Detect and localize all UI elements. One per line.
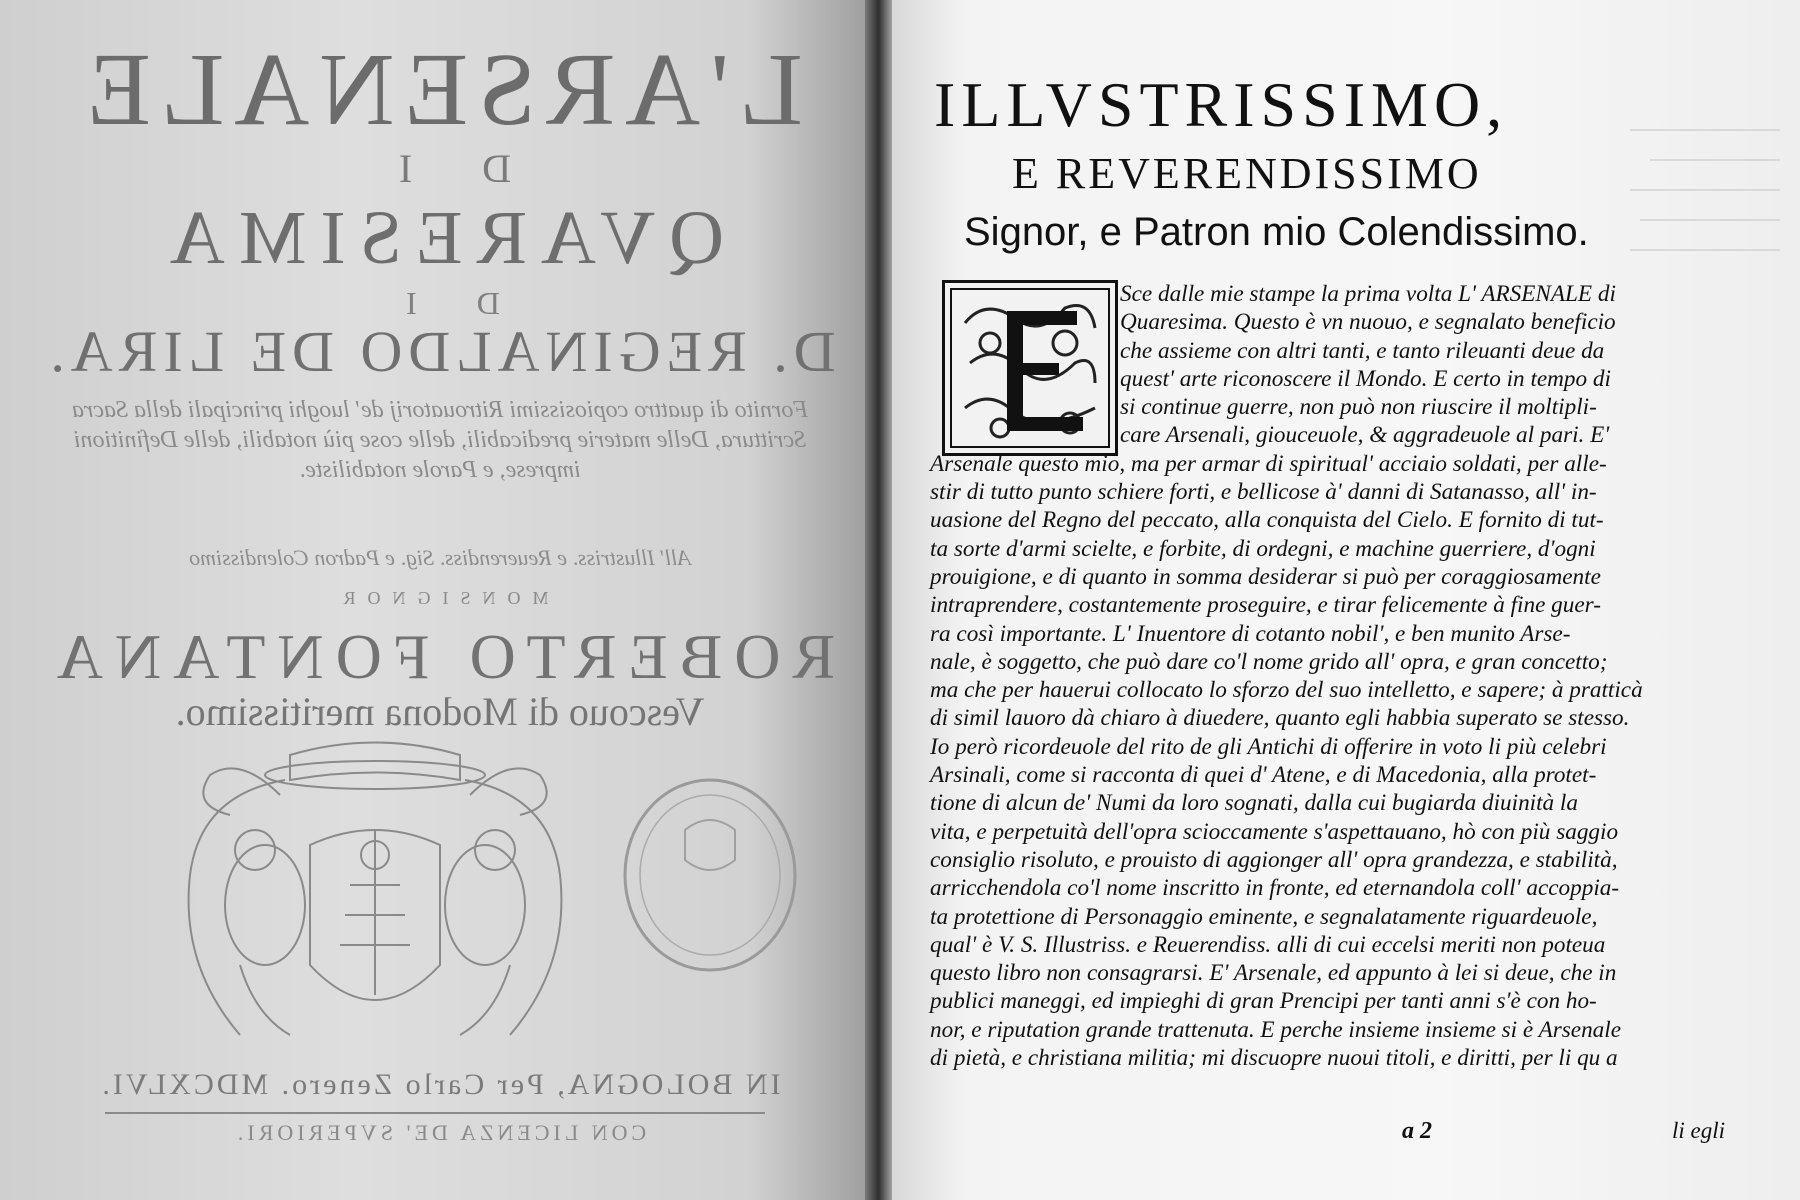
text-line: ta protettione di Personaggio eminente, e segnalatamente riguardeuole, [930, 903, 1598, 930]
title-quaresima: QVARESIMA [156, 196, 725, 280]
imprint: IN BOLOGNA, Per Carlo Zenero. MDCXLVI. [99, 1068, 781, 1101]
left-page [0, 0, 880, 1200]
heading-reverendissimo: E REVERENDISSIMO [1012, 149, 1482, 198]
text-line: prouigione, e di quanto in somma desiderar si può per coraggiosamente [930, 563, 1601, 590]
text-line: di simil lauoro dà chiaro à diuedere, quanto egli habbia superato se stesso. [930, 705, 1630, 732]
text-line: vita, e perpetuità dell'opra scioccamente s'aspettauano, hò con più saggio [930, 818, 1619, 845]
text-line: Sce dalle mie stampe la prima volta L' ARSENALE di [1120, 281, 1616, 307]
text-line: Quaresima. Questo è vn nuouo, e segnalato beneficio [1120, 309, 1616, 336]
text-line: ta sorte d'armi scielte, e forbite, di ordegni, e machine guerriere, d'ogni [930, 535, 1596, 562]
dedicatee-name: ROBERTO FONTANA [44, 621, 836, 692]
title: L'ARSENALE [77, 32, 803, 147]
dedication-text [930, 280, 1740, 1072]
catchword: li egli [1672, 1118, 1726, 1143]
text-line: tione di alcun de' Numi da loro sognati, dalla cui bugiarda diuinità la [930, 790, 1578, 817]
text-line: intraprendere, costantemente proseguire, e tirar felicemente à fine guer- [930, 592, 1601, 619]
text-line: Arsinali, come si racconta di quei d' Atene, e di Macedonia, alla protet- [930, 762, 1597, 789]
text-line: Io però ricordeuole del rito de gli Antichi di offerire in voto li più celebri [930, 733, 1607, 760]
heading-signor: Signor, e Patron mio Colendissimo. [964, 210, 1589, 254]
description: Fornito di quattro copiosissimi Ritrouatorij de' luoghi principali della Sacra Scrittura, Delle materie predicabili, delle cose più notabili, delle Definitioni imprese, e Parole notabiliste. [71, 397, 809, 483]
heading-illustrissimo: ILLVSTRISSIMO, [934, 69, 1509, 140]
text-line: stir di tutto punto schiere forti, e bellicose à' danni di Satanasso, all' in- [930, 479, 1597, 506]
title-di: D I [368, 146, 512, 191]
text-line: quest' arte riconoscere il Mondo. E certo in tempo di [1120, 365, 1611, 392]
text-line: uasione del Regno del peccato, alla conquista del Cielo. E fornito di tut- [930, 507, 1604, 534]
imprint-rule [105, 1112, 765, 1114]
text-line: di pietà, e christiana militia; mi discuopre nuoui titoli, e diritti, per li qu a [930, 1045, 1618, 1072]
text-line: nor, e riputation grande trattenuta. E perche insieme insieme si è Arsenale [930, 1016, 1622, 1043]
coat-of-arms-image [160, 735, 590, 1065]
text-line: ma che per hauerui collocato lo sforzo del suo intelletto, e sapere; à pratticà [930, 677, 1643, 704]
text-line: ra così importante. L' Inuentore di cotanto nobil', e ben munito Arse- [930, 620, 1571, 647]
text-line: nale, è soggetto, che può dare co'l nome grido all' opra, e gran concetto; [930, 648, 1608, 675]
text-line: consiglio risoluto, e prouisto di aggionger all' opra grandezza, e stabilità, [930, 846, 1618, 873]
text-line: care Arsenali, giouceuole, & aggradeuole al pari. E' [1120, 422, 1610, 449]
dedication: All' Illustriss. e Reuerendiss. Sig. e Padron Colendissimo [189, 545, 691, 570]
text-line: questo libro non consagrarsi. E' Arsenale, ed appunto à lei si deue, che in [930, 960, 1617, 987]
title-di-2: D I [380, 285, 500, 321]
text-line: qual' è V. S. Illustriss. e Reuerendiss. alli di cui eccelsi meriti non poteua [930, 931, 1606, 958]
right-page [892, 0, 1800, 1200]
mirrored-title-page [0, 0, 880, 1200]
text-line: si continue guerre, non può non riuscire il moltipli- [1120, 394, 1597, 421]
text-line: che assieme con altri tanti, e tanto rileuanti deue da [1120, 337, 1605, 364]
library-stamp [615, 770, 805, 980]
text-line: Arsenale questo mio, ma per armar di spiritual' acciaio soldati, per alle- [930, 450, 1607, 477]
book-gutter [865, 0, 895, 1200]
monsignor: MONSIGNOR [331, 588, 549, 608]
text-line: arricchendola co'l nome inscritto in fronte, ed eternandola coll' accoppia- [930, 875, 1620, 902]
bishop-line: Vescouo di Modona meritissimo. [175, 689, 705, 734]
ink-bleed-through [1630, 120, 1780, 280]
author: D. REGINALDO DE LIRA. [44, 319, 836, 384]
text-line: publici maneggi, ed impieghi di gran Prencipi per tanti anni s'è con ho- [930, 988, 1597, 1015]
license: CON LICENZA DE' SVPERIORI. [233, 1120, 647, 1145]
signature-mark: a 2 [1402, 1118, 1432, 1144]
